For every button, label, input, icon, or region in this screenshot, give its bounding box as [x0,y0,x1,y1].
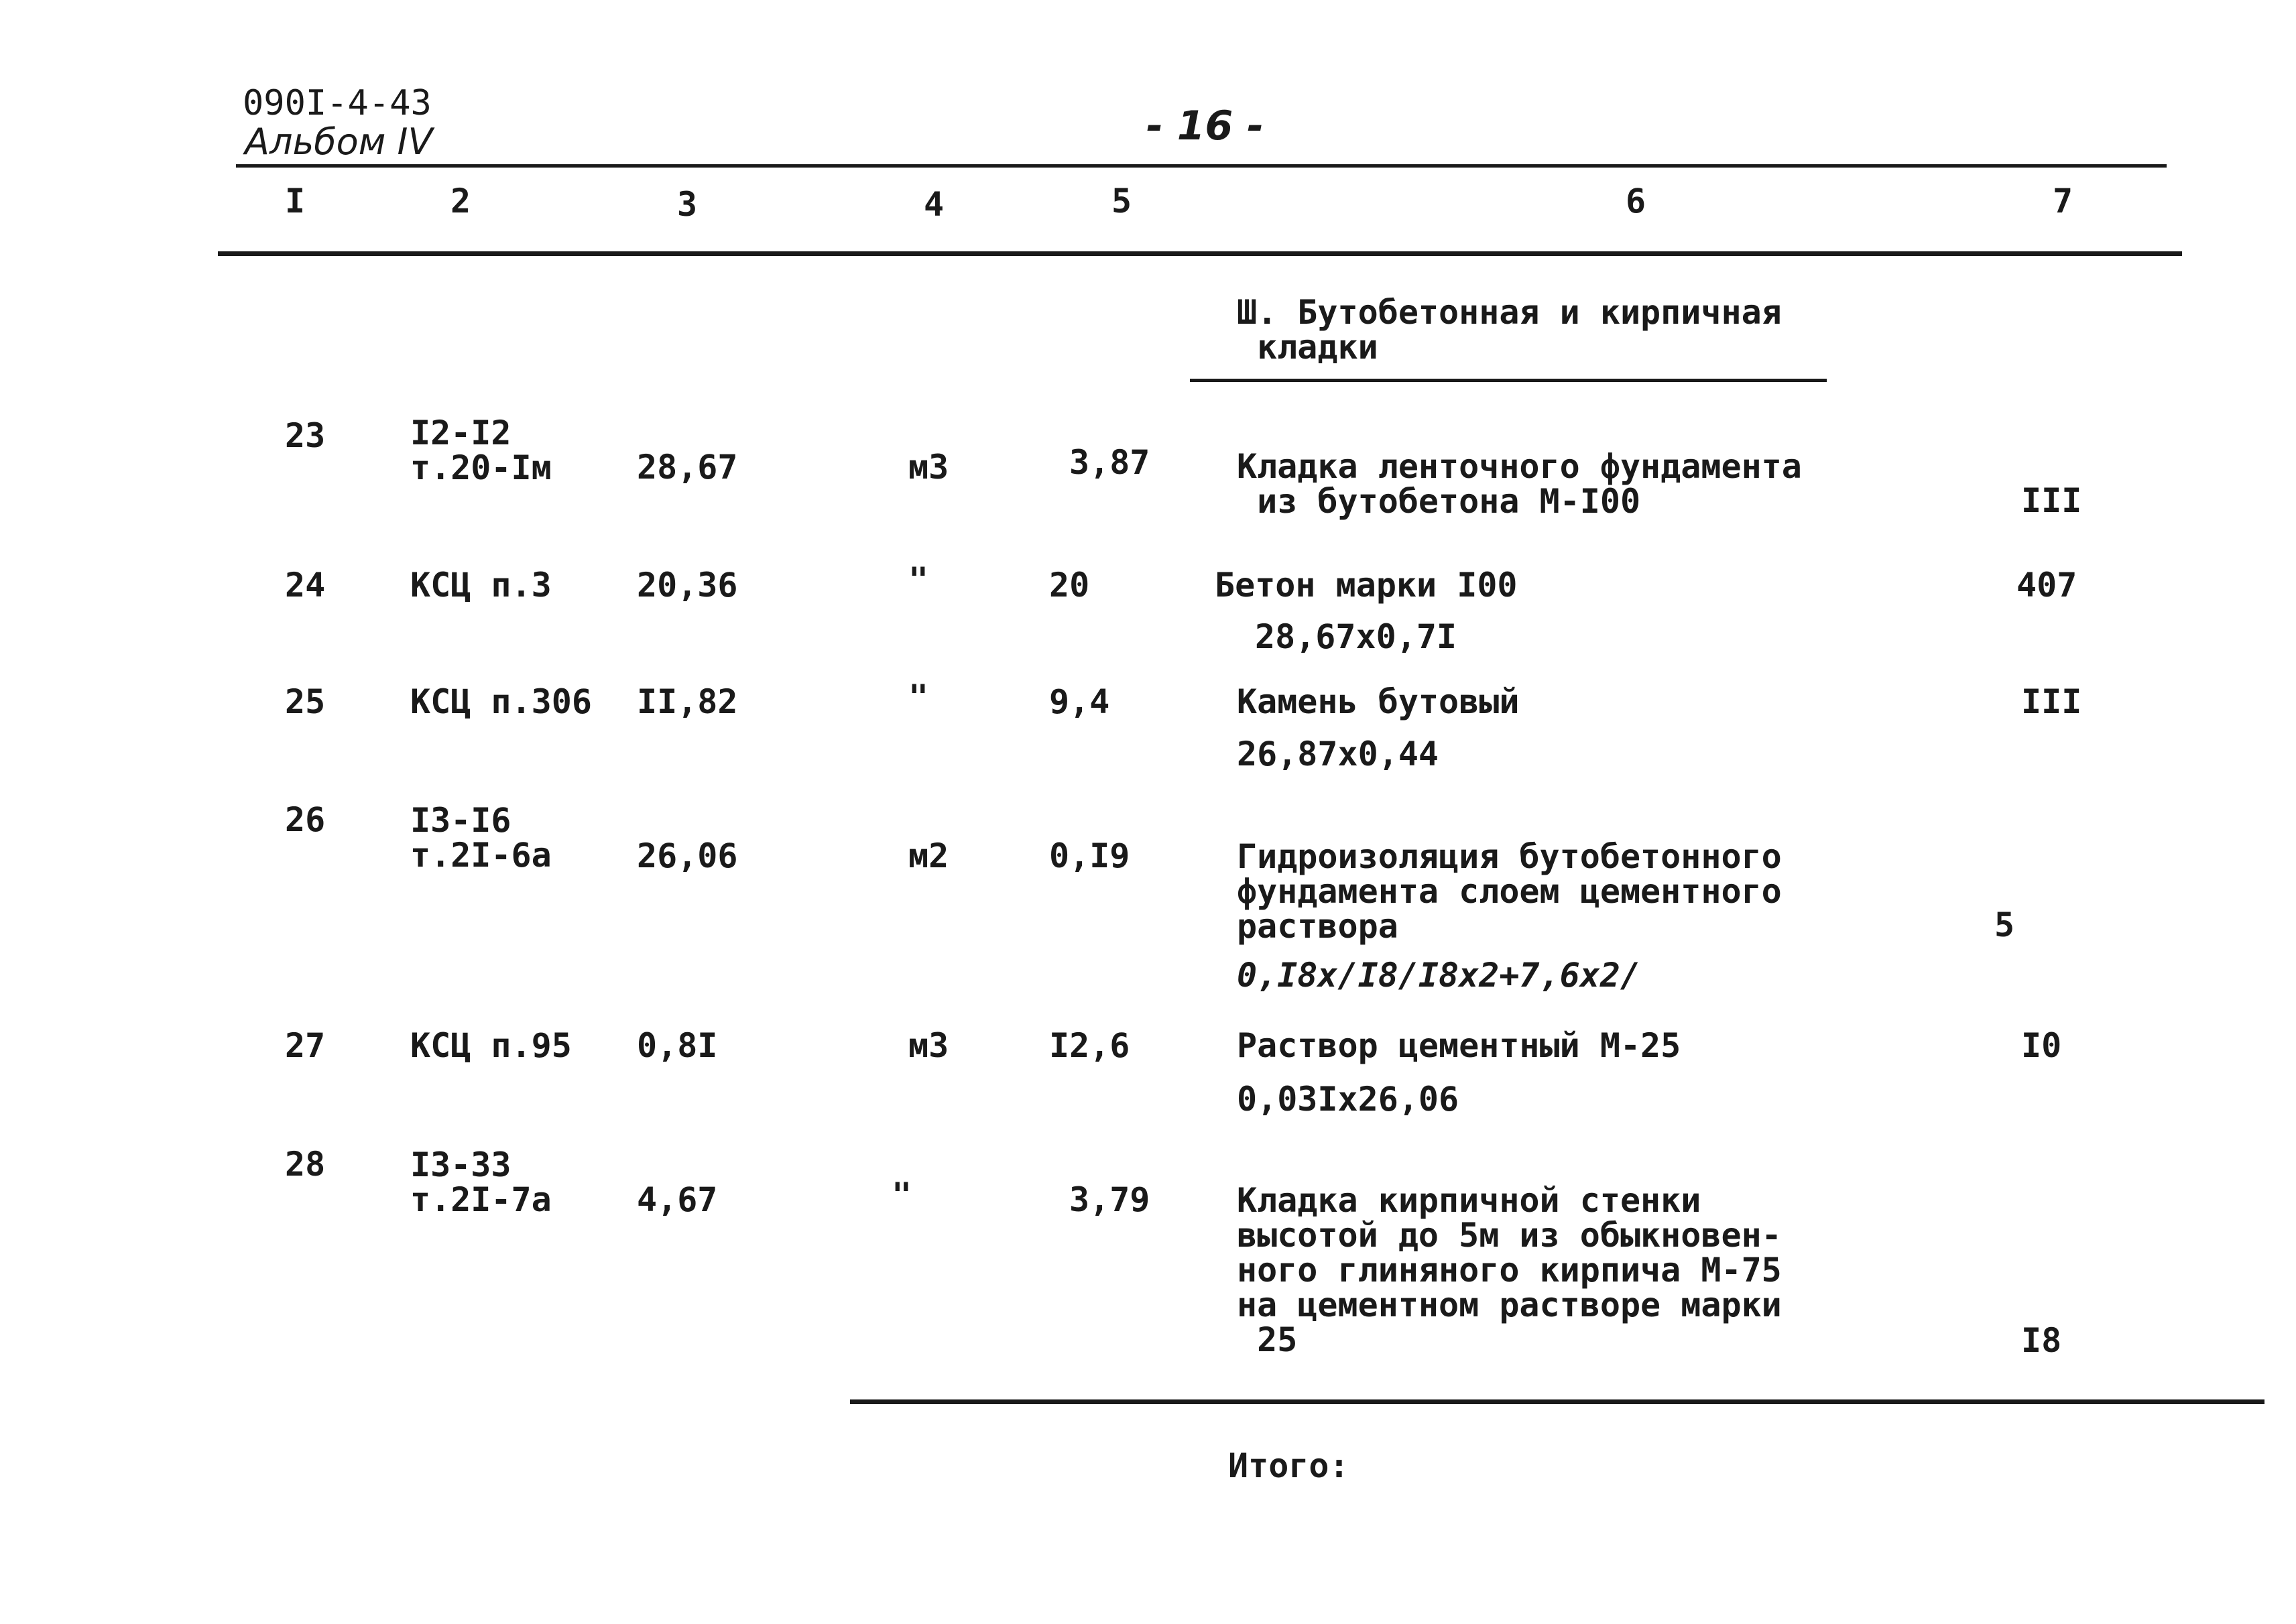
column-7-value: III [2021,481,2082,520]
rate-code: I3-I6 т.2I-6а [410,801,552,875]
column-7-value: I0 [2021,1026,2062,1065]
column-header-4: 4 [924,185,945,224]
calculation: 0,03Iх26,06 [1237,1080,1459,1119]
rate-code: КСЦ п.3 [410,566,552,605]
column-header-7: 7 [2053,182,2073,221]
quantity: 20 [1049,566,1090,605]
column-header-3: 3 [677,185,698,224]
column-7-value: III [2021,682,2082,721]
column-7-value: 407 [2016,566,2077,605]
rate-code: КСЦ п.95 [410,1026,572,1065]
quantity: 9,4 [1049,682,1110,721]
header-top-rule [236,164,2167,168]
column-7-value: I8 [2021,1321,2062,1360]
row-number: 28 [285,1145,326,1184]
unit: м2 [908,836,949,875]
row-number: 24 [285,566,326,605]
work-description: Кладка ленточного фундамента из бутобетона М-I00 [1237,447,1802,521]
row-number: 26 [285,800,326,839]
unit: " [892,1176,912,1214]
page-number: - 16 - [1146,103,1264,149]
work-description: Камень бутовый [1237,682,1520,721]
row-number: 27 [285,1026,326,1065]
rate-code: КСЦ п.306 [410,682,592,721]
calculation: 26,87х0,44 [1237,735,1439,773]
row-number: 25 [285,682,326,721]
unit-price: 20,36 [637,566,738,605]
column-header-1: I [285,182,306,221]
unit-price: II,82 [637,682,738,721]
column-7-value: 5 [1994,905,2015,944]
total-label: Итого: [1228,1446,1349,1485]
header-bottom-rule [218,251,2182,256]
rate-code: I2-I2 т.20-Iм [410,414,552,487]
unit: м3 [908,448,949,487]
unit-price: 0,8I [637,1026,718,1065]
unit: " [908,560,929,599]
unit-price: 26,06 [637,836,738,875]
column-header-2: 2 [450,182,471,221]
work-description: Бетон марки I00 [1215,566,1518,605]
unit-price: 28,67 [637,448,738,487]
quantity: 0,I9 [1049,836,1130,875]
column-header-5: 5 [1111,182,1132,221]
unit: " [908,678,929,716]
quantity: I2,6 [1049,1026,1130,1065]
section-title-underline [1190,379,1827,382]
total-rule [850,1399,2264,1404]
quantity: 3,87 [1069,443,1150,482]
album-label: Альбом IV [245,121,433,163]
document-code: 090I-4-43 [243,83,432,123]
section-title: Ш. Бутобетонная и кирпичная кладки [1237,293,1782,367]
calculation: 28,67х0,7I [1255,617,1457,656]
work-description: Гидроизоляция бутобетонного фундамента слоем цементного раствора [1237,837,1782,946]
calculation: 0,I8х/I8/I8х2+7,6х2/ [1237,956,1641,995]
unit: м3 [908,1026,949,1065]
rate-code: I3-33 т.2I-7а [410,1145,552,1219]
row-number: 23 [285,416,326,455]
unit-price: 4,67 [637,1180,718,1219]
work-description: Раствор цементный М-25 [1237,1026,1681,1065]
quantity: 3,79 [1069,1180,1150,1219]
column-header-6: 6 [1626,182,1646,221]
work-description: Кладка кирпичной стенки высотой до 5м из обыкновен- ного глиняного кирпича М-75 на цементном растворе марки 25 [1237,1181,1782,1359]
